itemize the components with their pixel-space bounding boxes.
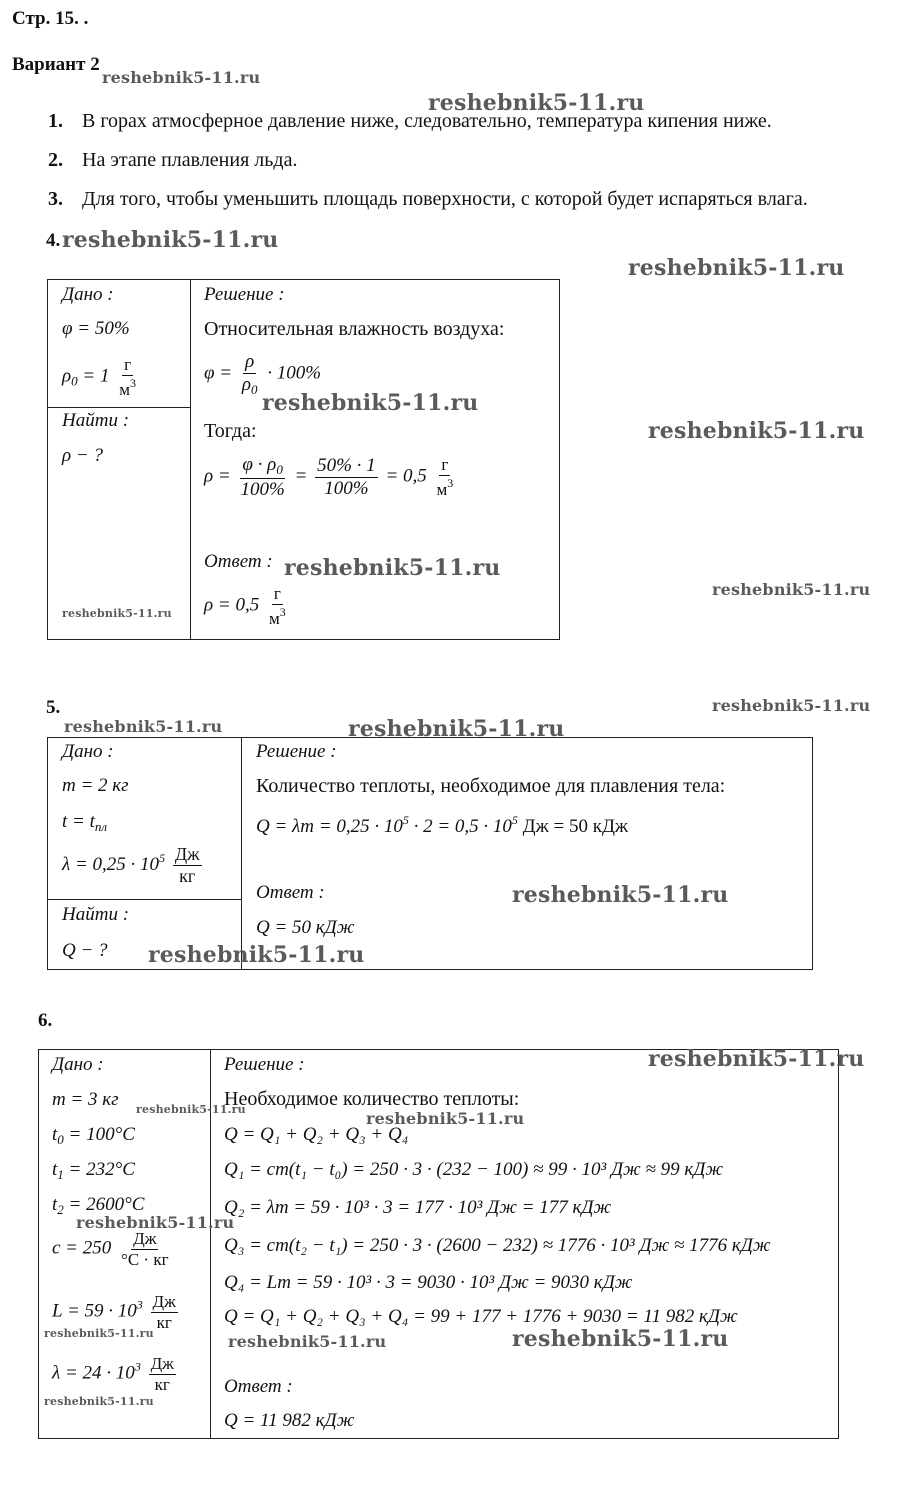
solution-label: Решение : (224, 1054, 305, 1075)
given-lambda: $\lambda = 24 \cdot 10^3$ $\frac{Дж}{кг}$ (52, 1354, 174, 1394)
task-4-divider (47, 407, 191, 408)
watermark: reshebnik5-11.ru (102, 68, 261, 87)
answer-label: Ответ : (204, 551, 273, 572)
watermark: reshebnik5-11.ru (64, 717, 223, 736)
solution-text: Необходимое количество теплоты: (224, 1088, 520, 1110)
watermark: reshebnik5-11.ru (366, 1109, 525, 1128)
watermark: reshebnik5-11.ru (512, 1326, 729, 1352)
answer-number: 2. (48, 149, 63, 171)
given-rho0: $\rho_0 = 1$ $\frac{г}{м^3}$ (62, 355, 136, 399)
given-mass: m = 3 кг (52, 1089, 119, 1110)
formula-line: Q₂ = λm = 59 · 10³ · 3 = 177 · 10³ Дж = 177 кДж (224, 1197, 612, 1218)
page-title: Стр. 15. . (12, 8, 89, 29)
formula-line: Q = Q₁ + Q₂ + Q₃ + Q₄ = 99 + 177 + 1776 + 9030 = 11 982 кДж (224, 1306, 738, 1327)
given-label: Дано : (62, 284, 114, 305)
watermark: reshebnik5-11.ru (228, 1332, 387, 1351)
watermark: reshebnik5-11.ru (136, 1103, 246, 1116)
then-label: Тогда: (204, 420, 257, 442)
find-label: Найти : (62, 410, 130, 431)
task-6-number: 6. (38, 1010, 53, 1031)
answer-label: Ответ : (224, 1376, 293, 1397)
answer-label: Ответ : (256, 882, 325, 903)
answer-number: 3. (48, 188, 63, 210)
watermark: reshebnik5-11.ru (648, 418, 865, 444)
answer-2 (48, 149, 297, 172)
find-label: Найти : (62, 904, 130, 925)
watermark: reshebnik5-11.ru (262, 390, 479, 416)
formula-rho: ρ = $\frac{\varphi \cdot \rho_0}{100\%}$ = $\frac{50\% \cdot 1}{100\%}$ = 0,5 $\frac{г}{м^3}$ (204, 454, 454, 500)
watermark: reshebnik5-11.ru (284, 555, 501, 581)
watermark: reshebnik5-11.ru (62, 607, 172, 620)
watermark: reshebnik5-11.ru (76, 1213, 235, 1232)
solution-label: Решение : (256, 741, 337, 762)
task-5-divider (47, 899, 242, 900)
formula-heat: $Q = \lambda m = 0,25 \cdot 10^5 \cdot 2 = 0,5 \cdot 10^5$ Дж = 50 кДж (256, 813, 629, 837)
watermark: reshebnik5-11.ru (148, 942, 365, 968)
watermark: reshebnik5-11.ru (348, 716, 565, 742)
answer-text: Для того, чтобы уменьшить площадь поверхности, с которой будет испаряться влага. (82, 188, 808, 210)
watermark: reshebnik5-11.ru (628, 255, 845, 281)
task-5-divider (241, 737, 242, 970)
answer-rho: ρ = 0,5 $\frac{г}{м^3}$ (204, 584, 286, 628)
formula-line: Q₁ = cm(t₁ − t₀) = 250 · 3 · (232 − 100) ≈ 99 · 10³ Дж ≈ 99 кДж (224, 1159, 724, 1180)
answer-number: 1. (48, 110, 63, 132)
watermark: reshebnik5-11.ru (428, 90, 645, 116)
answer-1 (48, 110, 772, 133)
given-lambda: $\lambda = 0,25 \cdot 10^5$ $\frac{Дж}{кг}$ (62, 844, 200, 886)
solution-text: Относительная влажность воздуха: (204, 318, 505, 340)
given-mass: m = 2 кг (62, 775, 129, 796)
formula-humidity: φ = $\frac{\rho}{\rho_0}$ · 100% (204, 351, 322, 397)
answer-text: На этапе плавления льда. (82, 149, 298, 171)
find-q: Q − ? (62, 940, 108, 961)
task-5-number: 5. (46, 697, 61, 718)
solution-label: Решение : (204, 284, 285, 305)
given-temp: $t = t_{пл}$ (62, 811, 108, 834)
watermark: reshebnik5-11.ru (512, 882, 729, 908)
given-L: $L = 59 \cdot 10^3$ $\frac{Дж}{кг}$ (52, 1292, 176, 1332)
formula-line: Q = Q₁ + Q₂ + Q₃ + Q₄ (224, 1124, 409, 1145)
watermark: reshebnik5-11.ru (712, 580, 871, 599)
given-phi: φ = 50% (62, 318, 130, 339)
answer-3 (48, 188, 808, 211)
given-t0: $t_0 = 100^\circ C$ (52, 1124, 135, 1147)
watermark: reshebnik5-11.ru (62, 227, 279, 253)
given-t2: $t_2 = 2600^\circ C$ (52, 1194, 145, 1217)
formula-line: Q₃ = cm(t₂ − t₁) = 250 · 3 · (2600 − 232) ≈ 1776 · 10³ Дж ≈ 1776 кДж (224, 1235, 771, 1256)
watermark: reshebnik5-11.ru (648, 1046, 865, 1072)
find-rho: ρ − ? (62, 445, 103, 466)
watermark: reshebnik5-11.ru (712, 696, 871, 715)
given-label: Дано : (62, 741, 114, 762)
task-4-number: 4. (46, 230, 61, 251)
watermark: reshebnik5-11.ru (44, 1395, 154, 1408)
task-4-divider (190, 279, 191, 640)
given-label: Дано : (52, 1054, 104, 1075)
answer-q: Q = 50 кДж (256, 917, 355, 938)
given-t1: $t_1 = 232^\circ C$ (52, 1159, 135, 1182)
watermark: reshebnik5-11.ru (44, 1327, 154, 1340)
given-c: c = 250 $\frac{Дж}{^\circ C \cdot кг}$ (52, 1229, 169, 1269)
solution-text: Количество теплоты, необходимое для плавления тела: (256, 775, 726, 797)
answer-q: Q = 11 982 кДж (224, 1410, 355, 1431)
answer-text: В горах атмосферное давление ниже, следовательно, температура кипения ниже. (82, 110, 772, 132)
variant-heading: Вариант 2 (12, 54, 100, 75)
formula-line: Q₄ = Lm = 59 · 10³ · 3 = 9030 · 10³ Дж = 9030 кДж (224, 1272, 633, 1293)
